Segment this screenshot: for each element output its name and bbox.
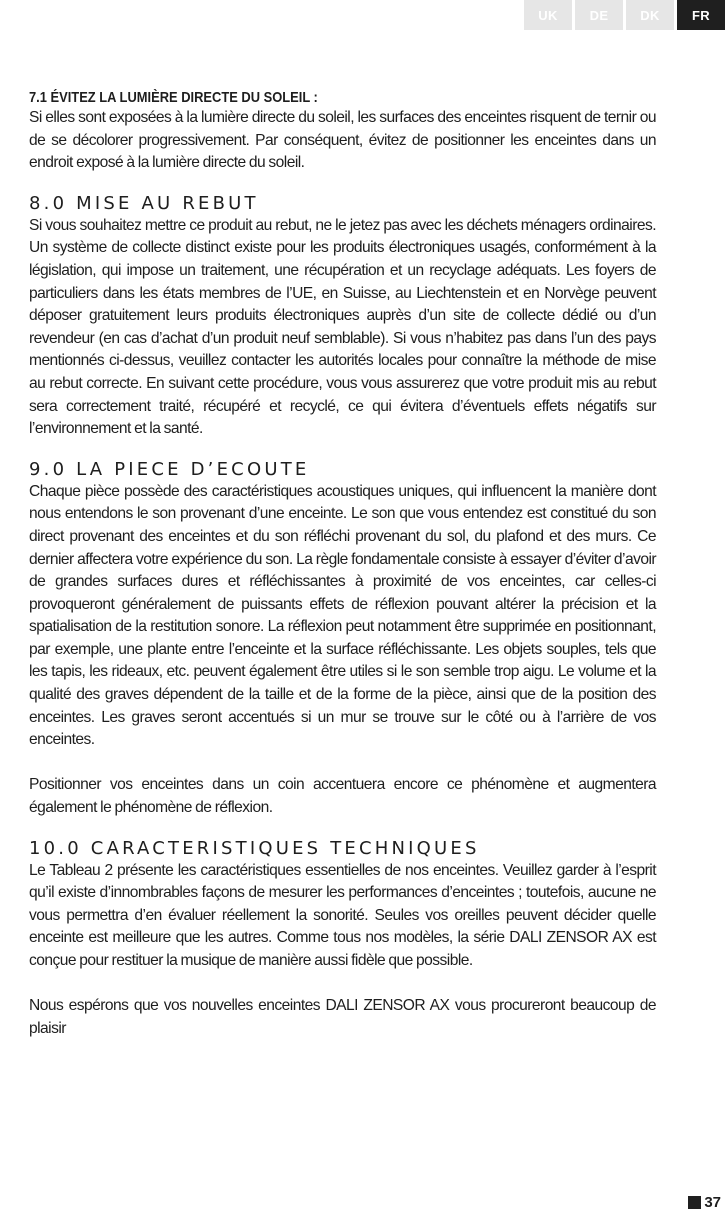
tab-fr[interactable]: FR — [677, 0, 725, 30]
tab-dk[interactable]: DK — [626, 0, 674, 30]
page-number-label: 37 — [704, 1194, 721, 1211]
paragraph: Si elles sont exposées à la lumière directe du soleil, les surfaces des enceintes risquent de ternir ou de se décolorer progressivement. Par conséquent, évitez de positionner les enceintes dans un endroit exposé à la lumière directe du soleil. — [29, 109, 656, 172]
section-heading: 9.0 LA PIECE D’ECOUTE — [29, 458, 310, 480]
section-heading: 10.0 CARACTERISTIQUES TECHNIQUES — [29, 837, 480, 859]
paragraph: Chaque pièce possède des caractéristiques acoustiques uniques, qui influencent la manière dont nous entendons le son provenant d’une enceinte. Le son que vous entendez est constitué du son direct provenant des enceintes et du son réfléchi provenant du sol, du plafond et des murs. Ce dernier affectera votre expérience du son. La règle fondamentale consiste à essayer d’éviter d’avoir de grandes surfaces dures et réfléchissantes à proximité de vos enceintes, car celles-ci provoqueront généralement de puissants effets de réflexion pouvant altérer la précision et la spatialisation de la restitution sonore. La réflexion peut notamment être supprimée en positionnant, par exemple, une plante entre l’enceinte et la surface réfléchissante. Les objets souples, tels que les tapis, les rideaux, etc. peuvent également être utiles si le son semble trop aigu. Le volume et la qualité des graves dépendent de la taille et de la forme de la pièce, ainsi que de la position des enceintes. Les graves seront accentués si un mur se trouve sur le côté ou à l’arrière de vos enceintes. — [29, 482, 656, 749]
section-9 — [29, 459, 656, 820]
section-8 — [29, 193, 656, 441]
page-content — [29, 88, 656, 1040]
section-heading: 7.1 ÉVITEZ LA LUMIÈRE DIRECTE DU SOLEIL : — [29, 89, 318, 106]
paragraph: Positionner vos enceintes dans un coin accentuera encore ce phénomène et augmentera également le phénomène de réflexion. — [29, 776, 656, 817]
paragraph-spacer — [29, 973, 656, 996]
tab-uk[interactable]: UK — [524, 0, 572, 30]
paragraph: Le Tableau 2 présente les caractéristiques essentielles de nos enceintes. Veuillez garder à l’esprit qu’il existe d’innombrables façons de mesurer les performances d’enceintes ; toutefois, aucune ne vous permettra d’en évaluer réellement la sonorité. Seules vos oreilles peuvent décider quelle enceinte est meilleure que les autres. Comme tous nos modèles, la série DALI ZENSOR AX est conçue pour restituer la musique de manière aussi fidèle que possible. — [29, 861, 656, 969]
language-tabs — [524, 0, 725, 30]
section-heading: 8.0 MISE AU REBUT — [29, 192, 259, 214]
paragraph-spacer — [29, 752, 656, 775]
paragraph: Nous espérons que vos nouvelles enceintes DALI ZENSOR AX vous procureront beaucoup de plaisir — [29, 997, 656, 1037]
paragraph: Si vous souhaitez mettre ce produit au rebut, ne le jetez pas avec les déchets ménagers ordinaires. Un système de collecte distinct existe pour les produits électroniques usagés, conformément à la législation, qui impose un traitement, une récupération et un recyclage adéquats. Les foyers de particuliers dans les états membres de l’UE, en Suisse, au Liechtenstein et en Norvège peuvent déposer gratuitement leurs produits électroniques auprès d’un site de collecte dédié ou d’un revendeur (en cas d’achat d’un produit neuf semblable). Si vous n’habitez pas dans l’un des pays mentionnés ci-dessus, veuillez contacter les autorités locales pour connaître la méthode de mise au rebut correcte. En suivant cette procédure, vous vous assurerez que votre produit mis au rebut sera correctement traité, récupéré et recyclé, ce qui évitera d’éventuels effets négatifs sur l’environnement et la santé. — [29, 216, 656, 438]
page-marker-icon — [688, 1196, 701, 1209]
page-number — [688, 1194, 721, 1211]
section-10 — [29, 838, 656, 1041]
tab-de[interactable]: DE — [575, 0, 623, 30]
section-7-1 — [29, 88, 656, 175]
